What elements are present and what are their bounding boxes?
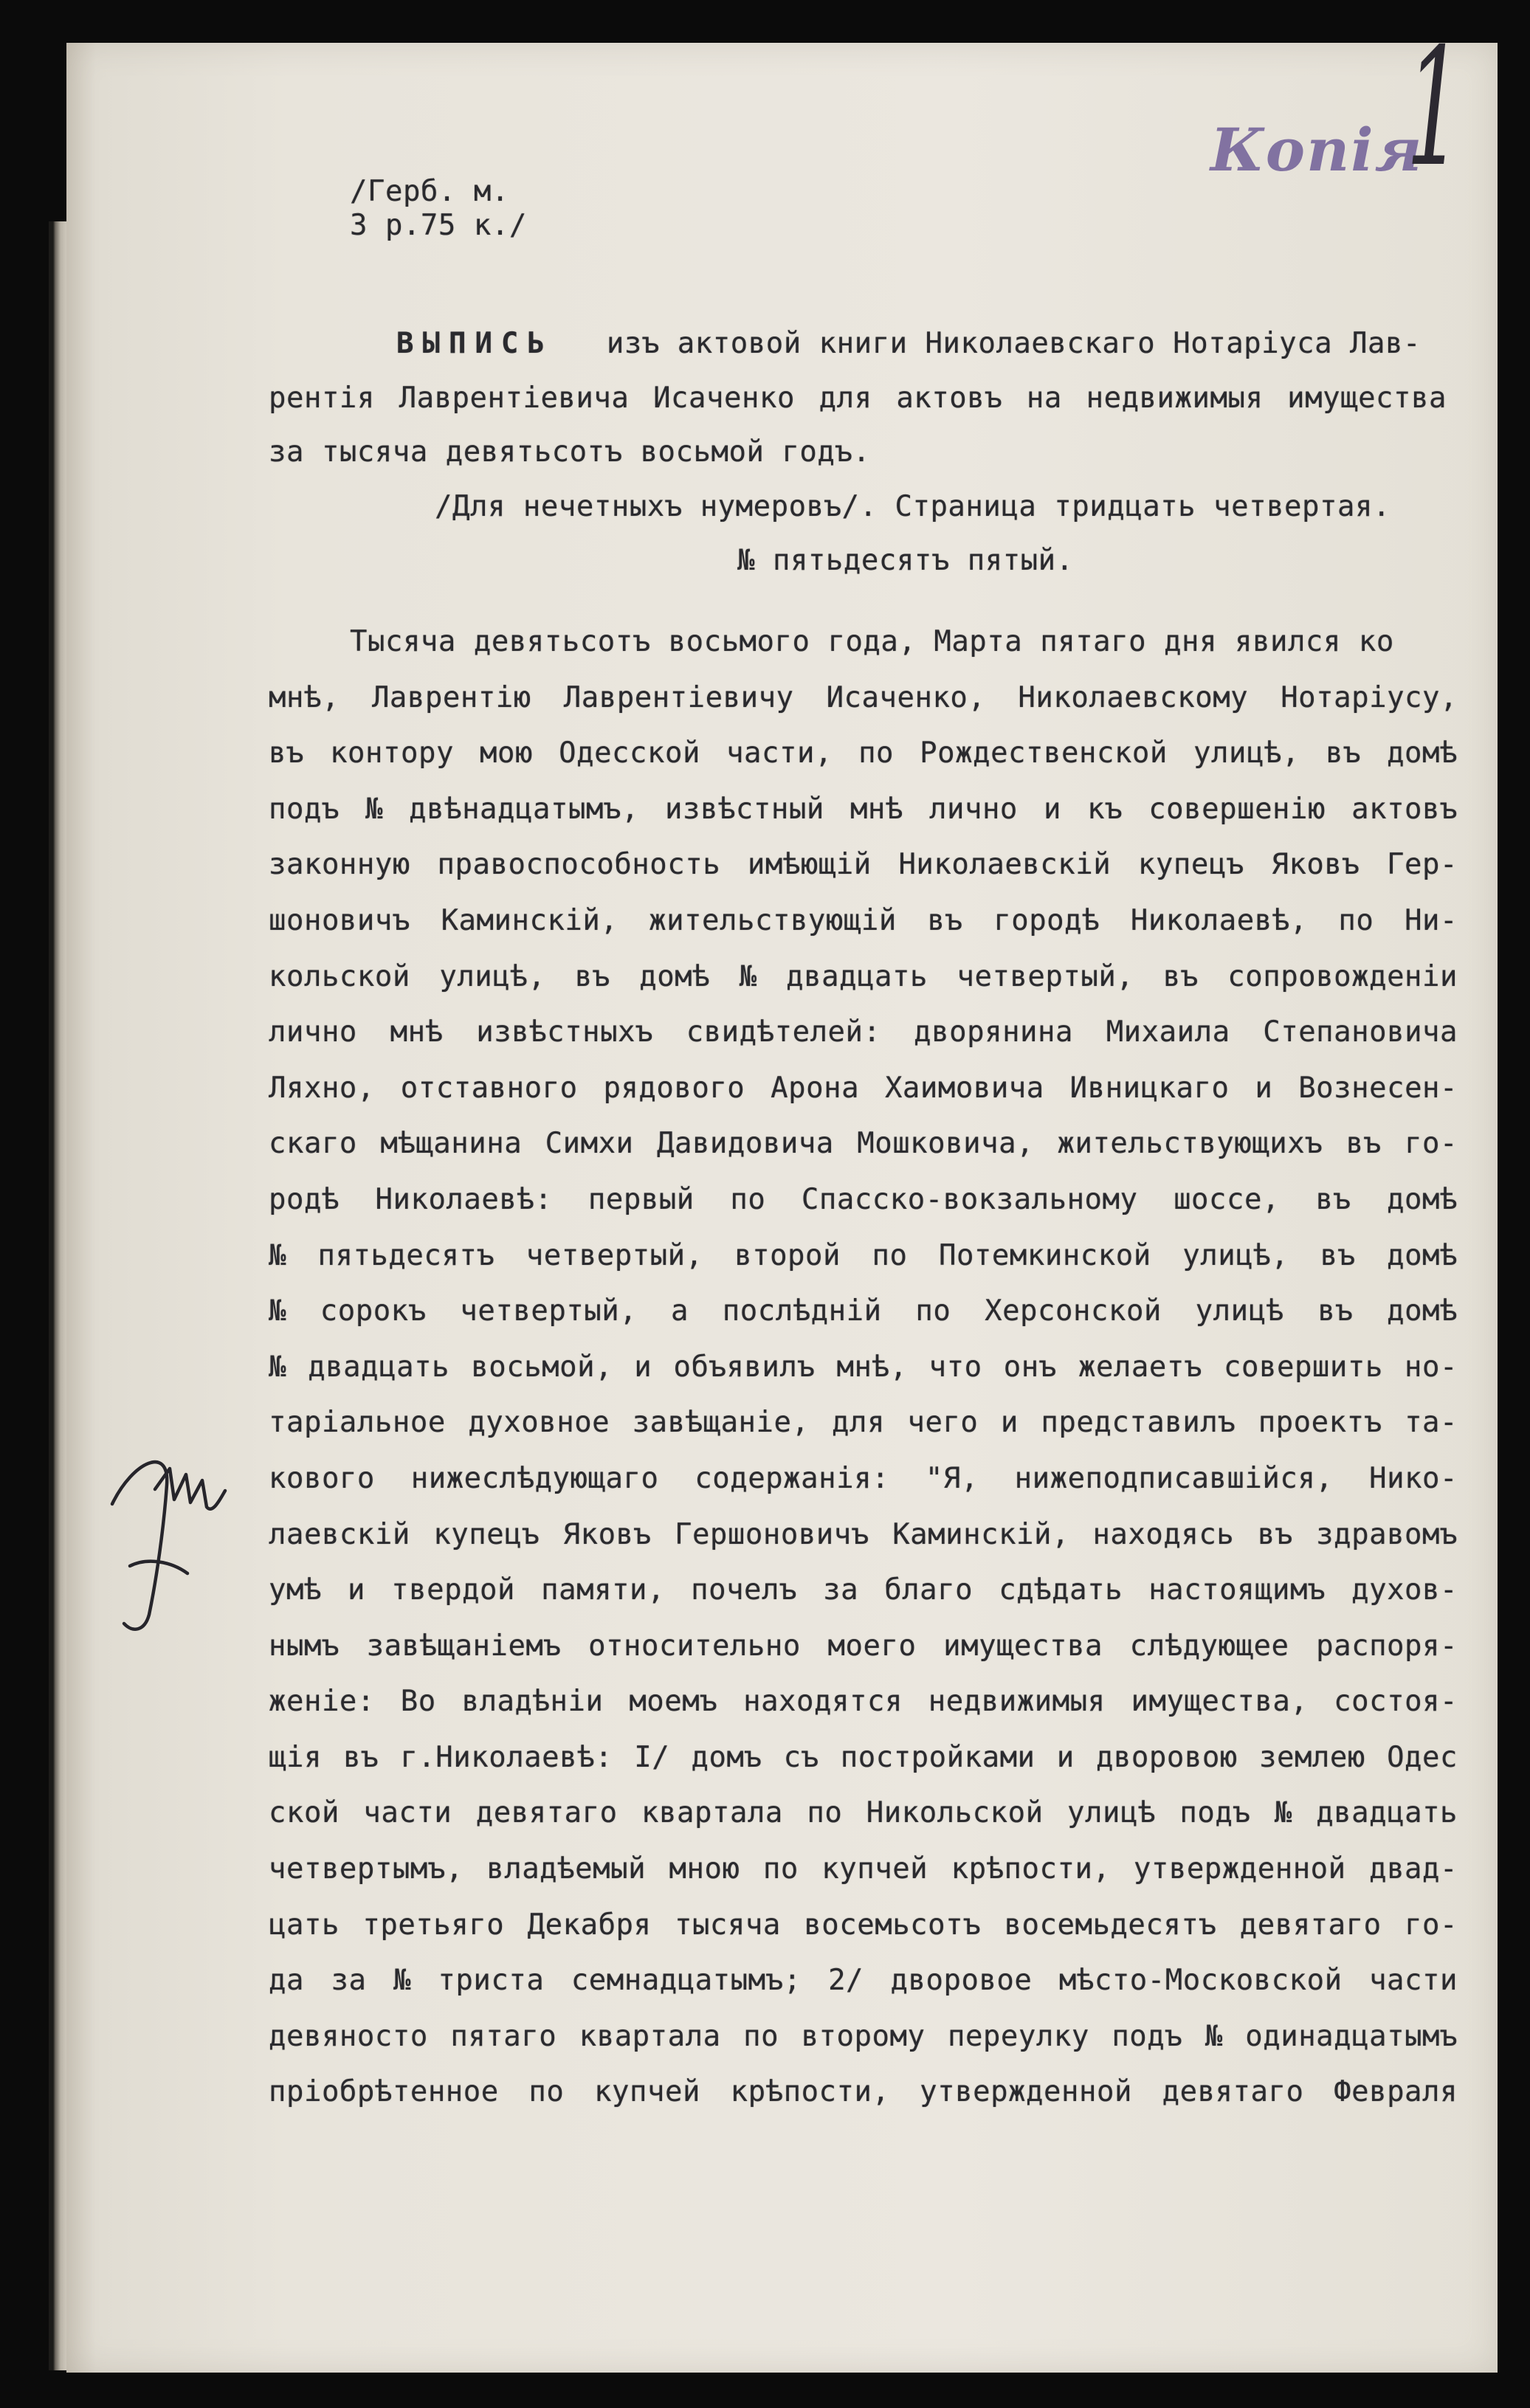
handwritten-page-number: 1: [1406, 13, 1463, 202]
body-line: подъ № двѣнадцатымъ, извѣстный мнѣ лично и къ совершенію актовъ: [269, 792, 1458, 826]
body-line: четвертымъ, владѣемый мною по купчей крѣпости, утвержденной двад-: [269, 1852, 1458, 1886]
body-line: № пятьдесятъ четвертый, второй по Потемкинской улицѣ, въ домѣ: [269, 1238, 1458, 1272]
body-line: Тысяча девятьсотъ восьмого года, Марта пятаго дня явился ко: [350, 625, 1394, 658]
copy-stamp: Копія: [1210, 115, 1424, 184]
act-number-line: № пятьдесятъ пятый.: [737, 544, 1074, 577]
heading-line: рентія Лаврентіевича Исаченко для актовъ на недвижимыя имущества: [269, 381, 1447, 415]
body-line: лаевскій купецъ Яковъ Гершоновичъ Каминскій, находясь въ здравомъ: [269, 1517, 1458, 1551]
signature-stroke: [112, 1462, 167, 1629]
body-line: пріобрѣтенное по купчей крѣпости, утвержденной девятаго Февраля: [269, 2075, 1458, 2109]
body-line: кольской улицѣ, въ домѣ № двадцать четвертый, въ сопровожденіи: [269, 959, 1458, 993]
body-line: шоновичъ Каминскій, жительствующій въ городѣ Николаевѣ, по Ни-: [269, 903, 1458, 937]
body-line: въ контору мою Одесской части, по Рождественской улицѣ, въ домѣ: [269, 736, 1458, 770]
body-line: умѣ и твердой памяти, почелъ за благо сдѣдать настоящимъ духов-: [269, 1573, 1458, 1607]
body-line: лично мнѣ извѣстныхъ свидѣтелей: дворянина Михаила Степановича: [269, 1015, 1458, 1049]
body-line: нымъ завѣщаніемъ относительно моего имущества слѣдующее распоря-: [269, 1629, 1458, 1663]
body-line: № сорокъ четвертый, а послѣдній по Херсонской улицѣ въ домѣ: [269, 1294, 1458, 1328]
heading-line-text: изъ актовой книги Николаевскаго Нотаріуса Лав-: [606, 327, 1421, 360]
body-line: цать третьяго Декабря тысяча восемьсотъ восемьдесятъ девятаго го-: [269, 1908, 1458, 1942]
document-body: [269, 614, 1458, 2120]
body-line: Ляхно, отставного рядового Арона Хаимовича Ивницкаго и Вознесен-: [269, 1071, 1458, 1105]
fee-line: 3 р.75 к./: [350, 209, 527, 242]
body-line: законную правоспособность имѣющій Николаевскій купецъ Яковъ Гер-: [269, 848, 1458, 882]
body-line: мнѣ, Лаврентію Лаврентіевичу Исаченко, Николаевскому Нотаріусу,: [269, 680, 1458, 714]
handwritten-signature: [103, 1417, 229, 1638]
body-line: № двадцать восьмой, и объявилъ мнѣ, что онъ желаетъ совершить но-: [269, 1350, 1458, 1384]
body-line: таріальное духовное завѣщаніе, для чего и представилъ проектъ та-: [269, 1406, 1458, 1440]
body-line: ской части девятаго квартала по Никольской улицѣ подъ № двадцать: [269, 1796, 1458, 1830]
document-title: ВЫПИСЬ: [396, 327, 554, 360]
document-heading: [269, 317, 1447, 588]
fee-line: /Герб. м.: [350, 175, 509, 208]
body-line: щія въ г.Николаевѣ: I/ домъ съ постройками и дворовою землею Одес: [269, 1740, 1458, 1774]
heading-line: за тысяча девятьсотъ восьмой годъ.: [269, 435, 871, 469]
body-line: да за № триста семнадцатымъ; 2/ дворовое мѣсто-Московской части: [269, 1964, 1458, 1998]
body-line: девяносто пятаго квартала по второму переулку подъ № одинадцатымъ: [269, 2019, 1458, 2053]
body-line: женіе: Во владѣніи моемъ находятся недвижимыя имущества, состоя-: [269, 1685, 1458, 1719]
heading-line: /Для нечетныхъ нумеровъ/. Страница тридцать четвертая.: [435, 489, 1391, 523]
body-line: скаго мѣщанина Симхи Давидовича Мошковича, жительствующихъ въ го-: [269, 1127, 1458, 1161]
body-line: родѣ Николаевѣ: первый по Спасско-вокзальному шоссе, въ домѣ: [269, 1182, 1458, 1216]
heading-line: [269, 317, 1447, 371]
stamp-duty-note: [350, 175, 527, 243]
body-line: кового нижеслѣдующаго содержанія: "Я, нижеподписавшійся, Нико-: [269, 1461, 1458, 1495]
